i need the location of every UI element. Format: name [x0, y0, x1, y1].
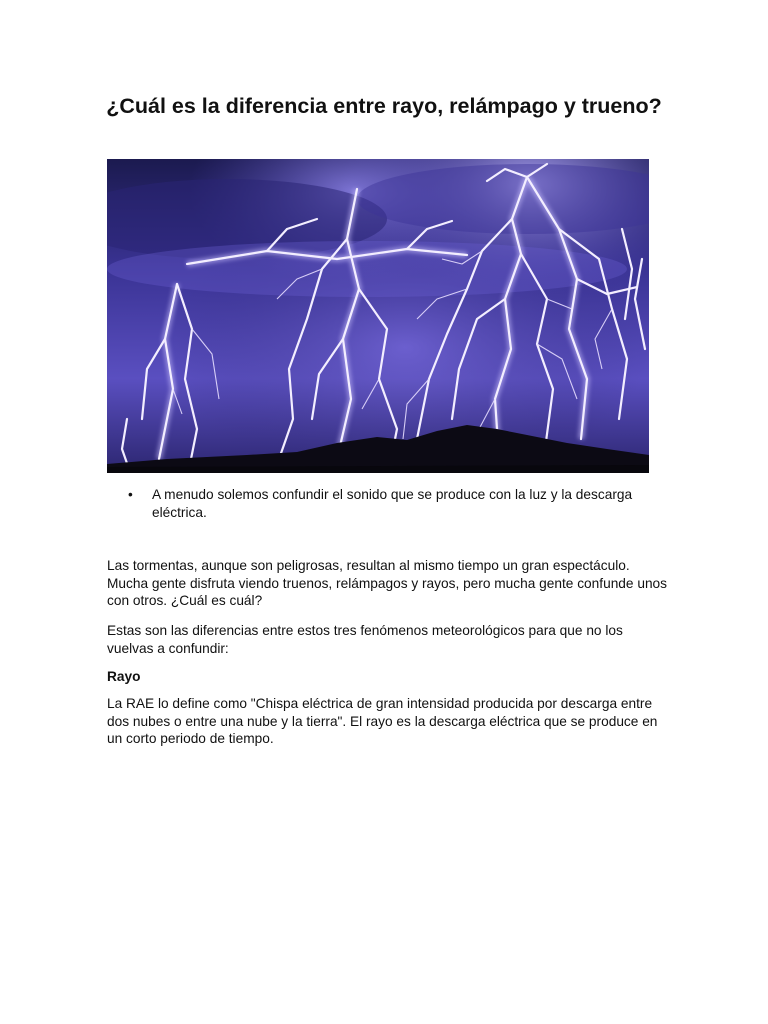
bullet-marker: • [128, 487, 133, 502]
lightning-image [107, 159, 649, 473]
lightning-storm-photo [107, 159, 649, 473]
differences-paragraph: Estas son las diferencias entre estos tres fenómenos meteorológicos para que no los vuelvas a confundir: [107, 623, 623, 656]
bullet-list [107, 486, 667, 521]
section-heading-rayo: Rayo [107, 669, 141, 684]
rayo-definition-paragraph: La RAE lo define como "Chispa eléctrica de gran intensidad producida por descarga entre dos nubes o entre una nube y la tierra". El rayo es la descarga eléctrica que se produce en un corto periodo de tiempo. [107, 696, 658, 746]
bullet-text: A menudo solemos confundir el sonido que se produce con la luz y la descarga eléctrica. [152, 487, 633, 520]
page-title: ¿Cuál es la diferencia entre rayo, relámpago y trueno? [106, 94, 662, 118]
list-item [107, 486, 667, 521]
intro-paragraph: Las tormentas, aunque son peligrosas, resultan al mismo tiempo un gran espectáculo. Mucha gente disfruta viendo truenos, relámpagos y rayos, pero mucha gente confunde unos con otros. ¿Cuál es cuál? [107, 558, 668, 608]
